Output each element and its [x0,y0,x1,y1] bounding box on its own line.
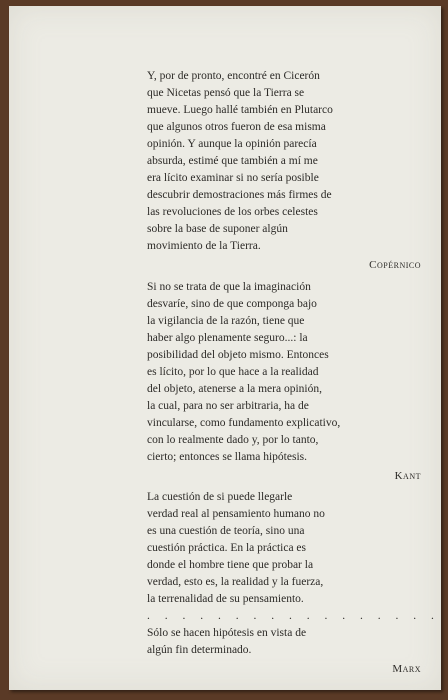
quote-line: Y, por de pronto, encontré en Cicerón [147,70,320,82]
quote-line: mueve. Luego hallé también en Plutarco [147,104,333,116]
quote-line: Sólo se hacen hipótesis en vista de [147,627,307,639]
book-page [9,6,441,690]
quote-line: con lo realmente dado y, por lo tanto, [147,434,319,446]
quote-line: que algunos otros fueron de esa misma [147,121,326,133]
quote-author: Kant [394,470,421,482]
quote-line: cuestión práctica. En la práctica es [147,542,307,554]
quote-line: haber algo plenamente seguro...: la [147,332,308,344]
quote-line: movimiento de la Tierra. [147,240,261,252]
quote-line: la vigilancia de la razón, tiene que [147,315,305,327]
quote-line: del objeto, atenerse a la mera opinión, [147,383,322,395]
quote-line: posibilidad del objeto mismo. Entonces [147,349,329,361]
quote-line: La cuestión de si puede llegarle [147,491,293,503]
quote-line: la terrenalidad de su pensamiento. [147,593,304,605]
quote-line: donde el hombre tiene que probar la [147,559,314,571]
quote-line: vincularse, como fundamento explicativo, [147,417,341,429]
quote-line: la cual, para no ser arbitraria, ha de [147,400,309,412]
quote-line: verdad, esto es, la realidad y la fuerza, [147,576,324,588]
quote-line: es una cuestión de teoría, sino una [147,525,305,537]
ellipsis-separator: . . . . . . . . . . . . . . . . . [147,610,440,622]
quote-marx [147,489,440,678]
quote-line: verdad real al pensamiento humano no [147,508,325,520]
quote-line: sobre la base de suponer algún [147,223,288,235]
quote-line: opinión. Y aunque la opinión parecía [147,138,317,150]
quote-line: absurda, estimé que también a mí me [147,155,318,167]
quote-line: las revoluciones de los orbes celestes [147,206,318,218]
quote-author: Copérnico [369,259,421,271]
quote-line: descubrir demostraciones más firmes de [147,189,332,201]
quote-copernico [147,68,423,274]
quote-author: Marx [392,663,421,675]
quote-line: desvaríe, sino de que componga bajo [147,298,317,310]
quote-line: es lícito, por lo que hace a la realidad [147,366,319,378]
quote-line: que Nicetas pensó que la Tierra se [147,87,305,99]
quote-line: era lícito examinar si no sería posible [147,172,319,184]
quote-line: cierto; entonces se llama hipótesis. [147,451,307,463]
quote-line: algún fin determinado. [147,644,252,656]
quote-kant [147,279,423,485]
quote-line: Si no se trata de que la imaginación [147,281,311,293]
